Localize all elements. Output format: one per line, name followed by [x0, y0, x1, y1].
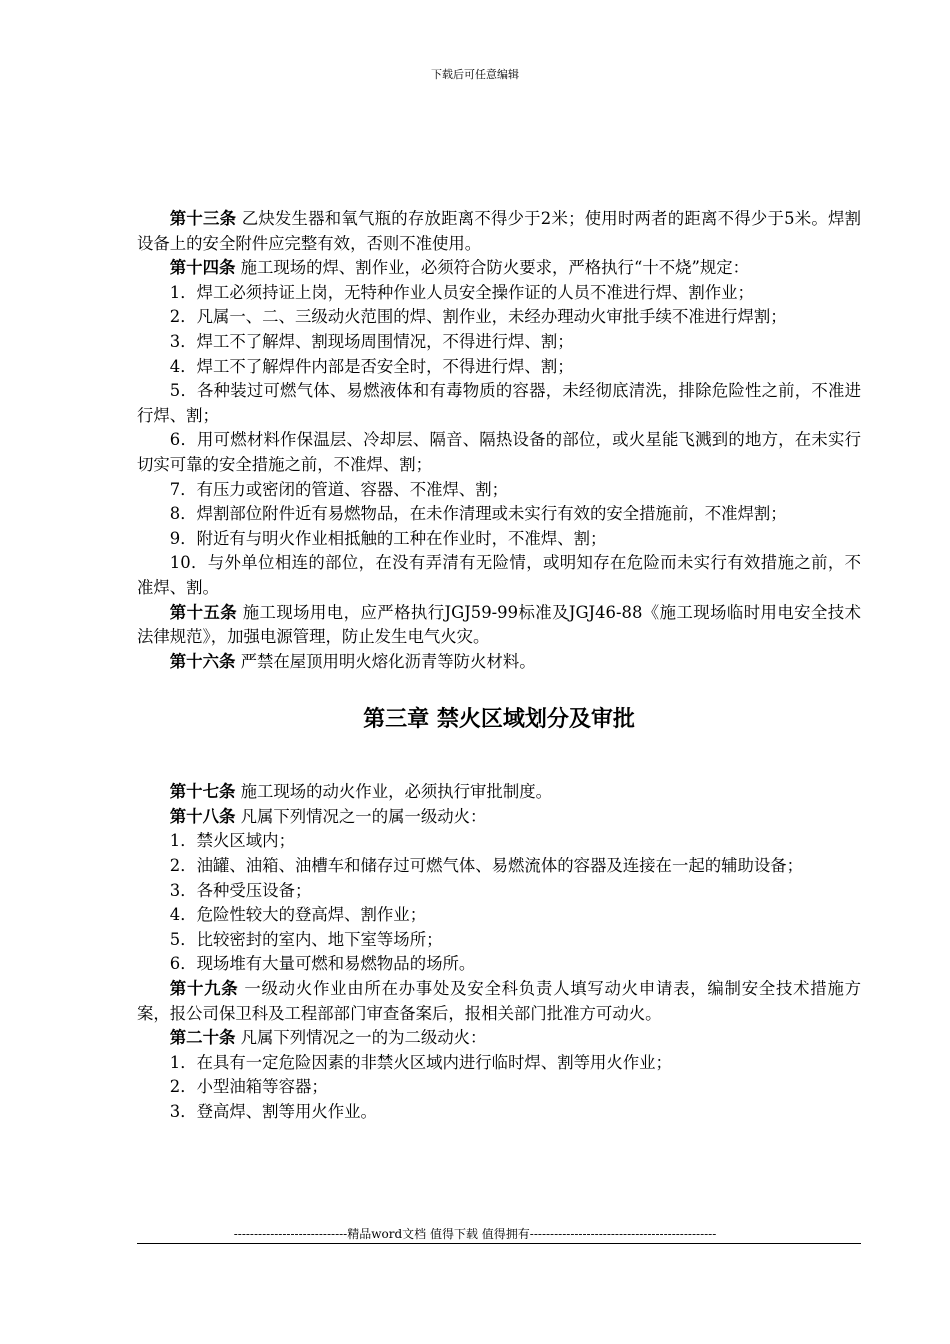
- paragraph: [137, 527, 861, 552]
- document-body: [137, 207, 861, 1125]
- paragraph-text: 5．各种装过可燃气体、易燃液体和有毒物质的容器，未经彻底清洗，排除危险性之前，不准进行焊、割；: [137, 381, 861, 425]
- paragraph-text: 2．凡属一、二、三级动火范围的焊、割作业，未经办理动火审批手续不准进行焊割；: [169, 307, 787, 327]
- paragraph: [137, 502, 861, 527]
- paragraph-text: 凡属下列情况之一的为二级动火：: [235, 1028, 487, 1048]
- paragraph: [137, 1051, 861, 1076]
- paragraph: [137, 952, 861, 977]
- paragraph-text: 1．禁火区域内；: [169, 831, 295, 851]
- article-label: 第十三条: [169, 209, 237, 228]
- paragraph-text: 凡属下列情况之一的属一级动火：: [235, 806, 487, 826]
- paragraph-text: 2．小型油箱等容器；: [169, 1077, 328, 1097]
- article-label: 第十七条: [169, 782, 236, 802]
- article-label: 第十五条: [169, 602, 238, 622]
- paragraph-text: 10．与外单位相连的部位，在没有弄清有无险情，或明知存在危险而未实行有效措施之前，不准焊、割。: [137, 553, 861, 597]
- paragraph: [137, 551, 861, 600]
- paragraph-text: 4．危险性较大的登高焊、割作业；: [169, 905, 427, 925]
- section-fire-safety-articles: [137, 207, 861, 674]
- paragraph: [137, 305, 861, 330]
- paragraph: [137, 281, 861, 306]
- paragraph-text: 9．附近有与明火作业相抵触的工种在作业时，不准焊、割；: [169, 528, 607, 548]
- article-label: 第十八条: [169, 806, 236, 826]
- page-header: 下载后可任意编辑: [431, 68, 519, 81]
- paragraph-text: 3．各种受压设备；: [169, 880, 312, 900]
- paragraph-text: 3．登高焊、割等用火作业。: [169, 1102, 377, 1121]
- paragraph: [137, 928, 861, 953]
- paragraph-text: 1．在具有一定危险因素的非禁火区域内进行临时焊、割等用火作业；: [169, 1052, 672, 1072]
- paragraph-text: 施工现场用电，应严格执行JGJ59-99标准及JGJ46-88《施工现场临时用电安全技术法律规范》，加强电源管理，防止发生电气火灾。: [137, 602, 862, 647]
- article-label: 第十九条: [169, 979, 239, 999]
- paragraph-text: 施工现场的动火作业，必须执行审批制度。: [235, 782, 552, 802]
- paragraph: [137, 379, 861, 428]
- article-label: 第十四条: [169, 258, 236, 278]
- paragraph: [137, 601, 861, 650]
- paragraph-text: 6．现场堆有大量可燃和易燃物品的场所。: [169, 954, 476, 974]
- paragraph: [137, 1026, 861, 1051]
- paragraph-text: 5．比较密封的室内、地下室等场所；: [169, 929, 443, 949]
- paragraph: [137, 1100, 861, 1125]
- paragraph: [137, 1075, 861, 1100]
- paragraph-text: 乙炔发生器和氧气瓶的存放距离不得少于2米；使用时两者的距离不得少于5米。焊割设备上的安全附件应完整有效，否则不准使用。: [137, 209, 861, 253]
- paragraph: [137, 780, 861, 805]
- section-fire-zone-articles: [137, 780, 861, 1124]
- paragraph-text: 施工现场的焊、割作业，必须符合防火要求，严格执行“十不烧”规定：: [235, 258, 750, 278]
- chapter-title: 第三章 禁火区域划分及审批: [363, 707, 635, 733]
- article-label: 第二十条: [169, 1028, 236, 1048]
- paragraph-text: 4．焊工不了解焊件内部是否安全时，不得进行焊、割；: [169, 356, 574, 376]
- paragraph-text: 3．焊工不了解焊、割现场周围情况，不得进行焊、割；: [169, 331, 574, 351]
- paragraph-text: 1．焊工必须持证上岗，无特种作业人员安全操作证的人员不准进行焊、割作业；: [169, 282, 754, 302]
- paragraph: [137, 355, 861, 380]
- paragraph: [137, 805, 861, 830]
- paragraph: [137, 428, 861, 477]
- paragraph: [137, 829, 861, 854]
- paragraph: [137, 478, 861, 503]
- footer-divider: [137, 1243, 861, 1244]
- paragraph-text: 2．油罐、油箱、油槽车和储存过可燃气体、易燃流体的容器及连接在一起的辅助设备；: [169, 856, 804, 876]
- paragraph-text: 8．焊割部位附件近有易燃物品，在未作清理或未实行有效的安全措施前，不准焊割；: [169, 504, 787, 524]
- paragraph: [137, 977, 861, 1026]
- paragraph-text: 严禁在屋顶用明火熔化沥青等防火材料。: [235, 651, 536, 671]
- article-label: 第十六条: [169, 651, 236, 671]
- paragraph-text: 一级动火作业由所在办事处及安全科负责人填写动火申请表，编制安全技术措施方案，报公司保卫科及工程部部门审查备案后，报相关部门批准方可动火。: [137, 979, 862, 1023]
- paragraph: [137, 879, 861, 904]
- paragraph: [137, 330, 861, 355]
- paragraph: [137, 854, 861, 879]
- paragraph: [137, 256, 861, 281]
- paragraph: [137, 207, 861, 256]
- paragraph: [137, 650, 861, 675]
- paragraph-text: 6．用可燃材料作保温层、冷却层、隔音、隔热设备的部位，或火星能飞溅到的地方，在未实行切实可靠的安全措施之前，不准焊、割；: [137, 430, 861, 474]
- paragraph: [137, 903, 861, 928]
- page-footer: ----------------------------精品word文档 值得下载 值得拥有----------------------------------------------: [233, 1227, 717, 1241]
- paragraph-text: 7．有压力或密闭的管道、容器、不准焊、割；: [169, 479, 509, 499]
